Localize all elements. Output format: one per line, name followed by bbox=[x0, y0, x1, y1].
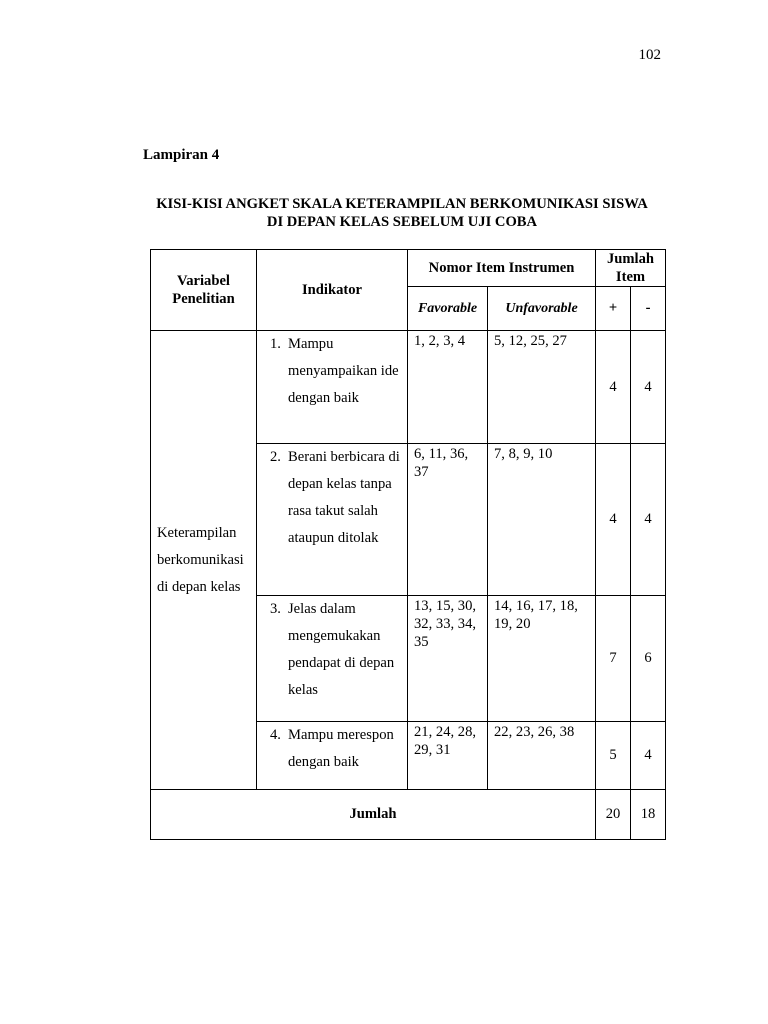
favorable-cell: 21, 24, 28, 29, 31 bbox=[408, 722, 488, 790]
indicator-number: 3. bbox=[270, 601, 281, 617]
total-label: Jumlah bbox=[151, 790, 596, 840]
document-title bbox=[143, 195, 661, 231]
header-variable: Variabel Penelitian bbox=[151, 250, 257, 331]
indicator-text: Mampu menyampaikan ide dengan baik bbox=[288, 336, 399, 406]
page-number: 102 bbox=[638, 47, 661, 63]
total-minus: 18 bbox=[631, 790, 666, 840]
indicator-number: 1. bbox=[270, 336, 281, 352]
minus-count: 6 bbox=[631, 596, 666, 722]
indicator-cell bbox=[257, 331, 408, 444]
appendix-label: Lampiran 4 bbox=[143, 147, 220, 163]
unfavorable-cell: 5, 12, 25, 27 bbox=[488, 331, 596, 444]
title-line-2: DI DEPAN KELAS SEBELUM UJI COBA bbox=[266, 214, 538, 230]
unfavorable-cell: 22, 23, 26, 38 bbox=[488, 722, 596, 790]
header-unfavorable: Unfavorable bbox=[488, 287, 596, 331]
variable-cell: Keterampilan berkomunikasi di depan kelas bbox=[151, 331, 257, 790]
plus-count: 7 bbox=[596, 596, 631, 722]
indicator-number: 2. bbox=[270, 449, 281, 465]
table-row bbox=[151, 331, 666, 444]
header-indicator: Indikator bbox=[257, 250, 408, 331]
header-instrument-items: Nomor Item Instrumen bbox=[408, 250, 596, 287]
header-plus: + bbox=[596, 287, 631, 331]
header-minus: - bbox=[631, 287, 666, 331]
favorable-cell: 13, 15, 30, 32, 33, 34, 35 bbox=[408, 596, 488, 722]
indicator-text: Berani berbicara di depan kelas tanpa rasa takut salah ataupun ditolak bbox=[288, 449, 400, 546]
title-line-1: KISI-KISI ANGKET SKALA KETERAMPILAN BERKOMUNIKASI SISWA bbox=[156, 196, 648, 212]
header-favorable: Favorable bbox=[408, 287, 488, 331]
total-plus: 20 bbox=[596, 790, 631, 840]
indicator-text: Mampu merespon dengan baik bbox=[288, 727, 394, 770]
unfavorable-cell: 14, 16, 17, 18, 19, 20 bbox=[488, 596, 596, 722]
indicator-text: Jelas dalam mengemukakan pendapat di depan kelas bbox=[288, 601, 395, 698]
plus-count: 4 bbox=[596, 444, 631, 596]
header-item-count: Jumlah Item bbox=[596, 250, 666, 287]
indicator-cell bbox=[257, 722, 408, 790]
minus-count: 4 bbox=[631, 331, 666, 444]
indicator-cell bbox=[257, 596, 408, 722]
minus-count: 4 bbox=[631, 722, 666, 790]
minus-count: 4 bbox=[631, 444, 666, 596]
indicator-cell bbox=[257, 444, 408, 596]
kisi-kisi-table bbox=[150, 249, 666, 840]
indicator-number: 4. bbox=[270, 727, 281, 743]
unfavorable-cell: 7, 8, 9, 10 bbox=[488, 444, 596, 596]
plus-count: 4 bbox=[596, 331, 631, 444]
favorable-cell: 6, 11, 36, 37 bbox=[408, 444, 488, 596]
total-row bbox=[151, 790, 666, 840]
header-row-1 bbox=[151, 250, 666, 287]
favorable-cell: 1, 2, 3, 4 bbox=[408, 331, 488, 444]
plus-count: 5 bbox=[596, 722, 631, 790]
